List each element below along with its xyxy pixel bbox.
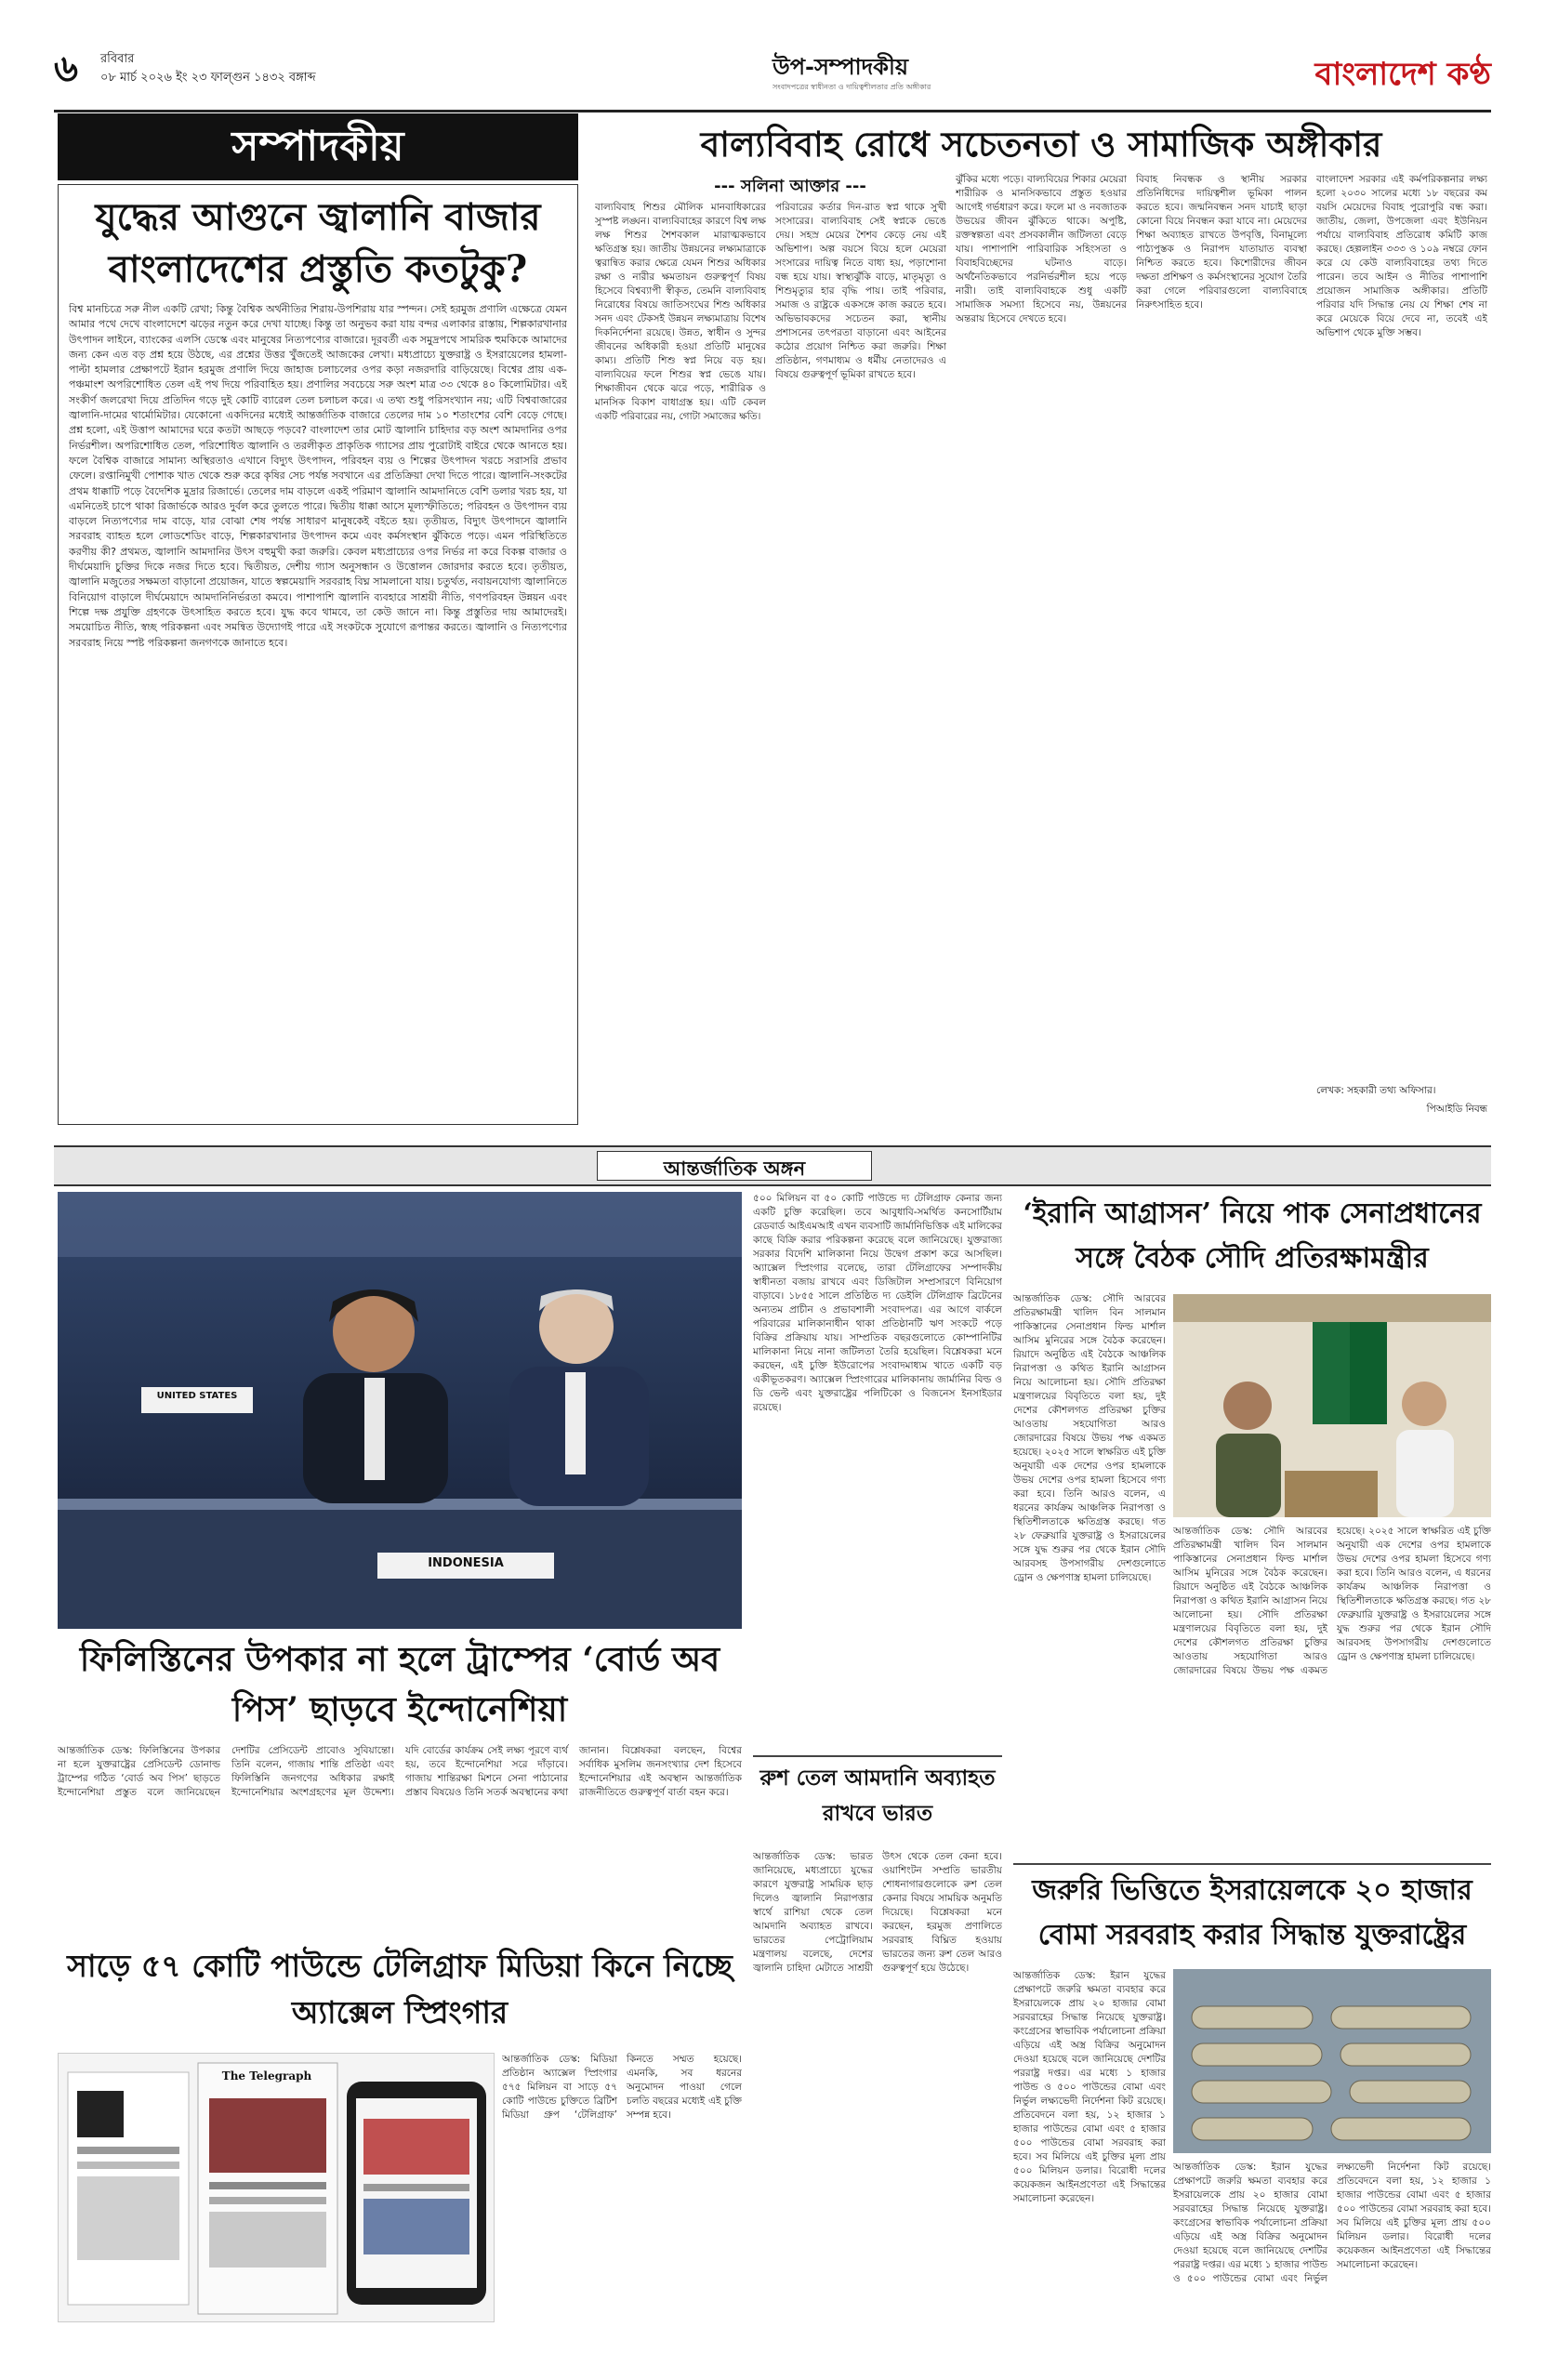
pak-body: আন্তর্জাতিক ডেস্ক: সৌদি আরবের প্রতিরক্ষামন্ত্রী খালিদ বিন সালমান পাকিস্তানের সেনাপ্রধান ফিল্ড মার্শাল আসিম মুনিরের সঙ্গে বৈঠক করেছেন। রিয়াদে অনুষ্ঠিত এই বৈঠকে আঞ্চলিক নিরাপত্তা ও কথিত ইরানি আগ্রাসন নিয়ে আলোচনা হয়। সৌদি প্রতিরক্ষা মন্ত্রণালয়ের বিবৃতিতে বলা হয়, দুই দেশের কৌশলগত প্রতিরক্ষা চুক্তির আওতায় সহযোগিতা আরও জোরদারের বিষয়ে উভয় পক্ষ একমত হয়েছে। ২০২৫ সালে স্বাক্ষরিত এই চুক্তি অনুযায়ী এক দেশের ওপর হামলাকে উভয় দেশের ওপর হামলা হিসেবে গণ্য করা হবে। তিনি আরও বলেন, এ ধরনের কার্যক্রম আঞ্চলিক নিরাপত্তা ও স্থিতিশীলতাকে ক্ষতিগ্রস্ত করছে। গত ২৮ ফেব্রুয়ারি যুক্তরাষ্ট্র ও ইসরায়েলের সঙ্গে যুদ্ধ শুরুর পর থেকে ইরান সৌদি আরবসহ উপসাগরীয় দেশগুলোতে ড্রোন ও ক্ষেপণাস্ত্র হামলা চালিয়েছে।: [1013, 1293, 1166, 1583]
child-marriage-col-3: ঝুঁকির মধ্যে পড়ে। বাল্যবিয়ের শিকার মেয়েরা শারীরিক ও মানসিকভাবে প্রস্তুত হওয়ার আগেই গর্ভধারণ করে। ফলে মা ও নবজাতক উভয়ের জীবন ঝুঁকিতে থাকে। অপুষ্টি, রক্তস্বল্পতা এবং প্রসবকালীন জটিলতা বেড়ে যায়। পাশাপাশি পারিবারিক সহিংসতা ও বিবাহবিচ্ছেদের ঘটনাও বাড়ে। অর্থনৈতিকভাবে পরনির্ভরশীল হয়ে পড়ে নারী। তাই বাল্যবিবাহকে শুধু একটি সামাজিক সমস্যা হিসেবে নয়, উন্নয়নের অন্তরায় হিসেবে দেখতে হবে।: [956, 174, 1127, 324]
pak-headline: ‘ইরানি আগ্রাসন’ নিয়ে পাক সেনাপ্রধানের সঙ্গে বৈঠক সৌদি প্রতিরক্ষামন্ত্রীর: [1023, 1197, 1482, 1275]
telegraph-illustration: [59, 2054, 495, 2322]
bomb-rule: [1013, 1863, 1491, 1865]
bomb-headline: জরুরি ভিত্তিতে ইসরায়েলকে ২০ হাজার বোমা সরবরাহ করার সিদ্ধান্ত যুক্তরাষ্ট্রের: [1032, 1874, 1472, 1951]
masthead-rule: [54, 110, 1491, 112]
telegraph-body: আন্তর্জাতিক ডেস্ক: মিডিয়া প্রতিষ্ঠান অ্যাক্সেল স্প্রিংগার ৫৭৫ মিলিয়ন বা সাড়ে ৫৭ কোটি পাউন্ডে চুক্তিতে ব্রিটিশ মিডিয়া গ্রুপ ‘টেলিগ্রাফ’ কিনতে সম্মত হয়েছে। এমনকি, সব ধরনের অনুমোদন পাওয়া গেলে চলতি বছরের মধ্যেই এই চুক্তি সম্পন্ন হবে।: [502, 2054, 742, 2121]
section-subtitle: সংবাদপত্রের স্বাধীনতা ও দায়িত্বশীলতার প্রতি অঙ্গীকার: [772, 83, 931, 91]
bomb-body: আন্তর্জাতিক ডেস্ক: ইরান যুদ্ধের প্রেক্ষাপটে জরুরি ক্ষমতা ব্যবহার করে ইসরায়েলকে প্রায় ২০ হাজার বোমা সরবরাহের সিদ্ধান্ত নিয়েছে যুক্তরাষ্ট্র। কংগ্রেসের স্বাভাবিক পর্যালোচনা প্রক্রিয়া এড়িয়ে এই অস্ত্র বিক্রির অনুমোদন দেওয়া হয়েছে বলে জানিয়েছে দেশটির পররাষ্ট্র দপ্তর। এর মধ্যে ১ হাজার পাউন্ড ও ৫০০ পাউন্ডের বোমা এবং নির্ভুল লক্ষ্যভেদী নির্দেশনা কিট রয়েছে। প্রতিবেদনে বলা হয়, ১২ হাজার ১ হাজার পাউন্ডের বোমা এবং ৫ হাজার ৫০০ পাউন্ডের বোমা সরবরাহ করা হবে। সব মিলিয়ে এই চুক্তির মূল্য প্রায় ৫০০ মিলিয়ন ডলার। বিরোধী দলের কয়েকজন আইনপ্রণেতা এই সিদ্ধান্তের সমালোচনা করেছেন।: [1013, 1970, 1166, 2204]
photo-sign-indonesia: INDONESIA: [428, 1556, 504, 1570]
telegraph-continued-body: ৫০০ মিলিয়ন বা ৫০ কোটি পাউন্ডে দ্য টেলিগ্রাফ কেনার জন্য একটি চুক্তি করেছিল। তবে আবুধাবি-সমর্থিত কনসোর্টিয়াম রেডবার্ড আইএমআই এখন ব্যবসাটি জার্মানিভিত্তিক এই মালিকের কাছে বিক্রি করার পরিকল্পনা করেছে বলে জানিয়েছে। যুক্তরাজ্য সরকার বিদেশি মালিকানা নিয়ে উদ্বেগ প্রকাশ করে আসছিল। অ্যাক্সেল স্প্রিংগার বলেছে, তারা টেলিগ্রাফের সম্পাদকীয় স্বাধীনতা বজায় রাখবে এবং ডিজিটাল সম্প্রসারণে বিনিয়োগ বাড়াবে। ১৮৫৫ সালে প্রতিষ্ঠিত দ্য ডেইলি টেলিগ্রাফ ব্রিটেনের অন্যতম প্রাচীন ও প্রভাবশালী সংবাদপত্র। এর আগে বার্কলে পরিবারের মালিকানাধীন থাকা প্রতিষ্ঠানটি ঋণ সংকটে পড়ে বিক্রির প্রক্রিয়ায় যায়। সাম্প্রতিক বছরগুলোতে কোম্পানিটির মালিকানা নিয়ে নানা জটিলতা তৈরি হয়েছিল। বিশ্লেষকরা মনে করছেন, এই চুক্তি ইউরোপের সংবাদমাধ্যম খাতে একটি বড় একীভূতকরণ। অ্যাক্সেল স্প্রিংগারের মালিকানায় জার্মানির বিল্ড ও ডি ভেল্ট এবং যুক্তরাষ্ট্রের পলিটিকো ও বিজনেস ইনসাইডার রয়েছে।: [753, 1193, 1002, 1413]
masthead: [54, 48, 1491, 106]
russia-headline: রুশ তেল আমদানি অব্যাহত রাখবে ভারত: [759, 1765, 996, 1826]
date-line: ০৮ মার্চ ২০২৬ ইং ২৩ ফাল্গুন ১৪৩২ বঙ্গাব্দ: [100, 71, 316, 85]
child-marriage-col-1: বাল্যবিবাহ শিশুর মৌলিক মানবাধিকারের সুস্পষ্ট লঙ্ঘন। বাল্যবিবাহের কারণে বিশ্ব লক্ষ লক্ষ শিশুর শৈশবকাল মারাত্মকভাবে ক্ষতিগ্রস্ত হয়। জাতীয় উন্নয়নের লক্ষ্যমাত্রাকে ত্বরান্বিত করার ক্ষেত্রে যেমন শিশুর অধিকার রক্ষা ও নারীর ক্ষমতায়ন গুরুত্বপূর্ণ বিষয় হিসেবে বিশ্বব্যাপী স্বীকৃত, তেমনি বাল্যবিবাহ নিরোধের বিষয়ে জাতিসংঘের শিশু অধিকার সনদ এবং টেকসই উন্নয়ন লক্ষ্যমাত্রায় বিশেষ দিকনির্দেশনা রয়েছে। উন্নত, স্বাধীন ও সুন্দর জীবনের অধিকারী হওয়া প্রতিটি মানুষের কাম্য। প্রতিটি শিশু স্বপ্ন নিয়ে বড় হয়। বাল্যবিয়ের ফলে শিশুর স্বপ্ন ভেঙে যায়। শিক্ষাজীবন থেকে ঝরে পড়ে, শারীরিক ও মানসিক বিকাশ বাধাগ্রস্ত হয়। এটি কেবল একটি পরিবারের নয়, গোটা সমাজের ক্ষতি।: [595, 202, 766, 422]
child-marriage-col-4: বিবাহ নিবন্ধক ও স্থানীয় সরকার প্রতিনিধিদের দায়িত্বশীল ভূমিকা পালন করতে হবে। জন্মনিবন্ধন সনদ যাচাই ছাড়া কোনো বিয়ে নিবন্ধন করা যাবে না। মেয়েদের শিক্ষা অব্যাহত রাখতে উপবৃত্তি, বিনামূল্যে পাঠ্যপুস্তক ও নিরাপদ যাতায়াত ব্যবস্থা নিশ্চিত করতে হবে। কিশোরীদের জীবন দক্ষতা প্রশিক্ষণ ও কর্মসংস্থানের সুযোগ তৈরি করা গেলে পরিবারগুলো বাল্যবিবাহে নিরুৎসাহিত হবে।: [1136, 174, 1307, 311]
indonesia-body: আন্তর্জাতিক ডেস্ক: ফিলিস্তিনের উপকার না হলে যুক্তরাষ্ট্রের প্রেসিডেন্ট ডোনাল্ড ট্রাম্পের গঠিত ‘বোর্ড অব পিস’ ছাড়তে ইন্দোনেশিয়া প্রস্তুত বলে জানিয়েছেন দেশটির প্রেসিডেন্ট প্রাবোও সুবিয়ান্তো। তিনি বলেন, গাজায় শান্তি প্রতিষ্ঠা এবং ফিলিস্তিনি জনগণের অধিকার রক্ষাই ইন্দোনেশিয়ার অংশগ্রহণের মূল উদ্দেশ্য। যদি বোর্ডের কার্যক্রম সেই লক্ষ্য পূরণে ব্যর্থ হয়, তবে ইন্দোনেশিয়া সরে দাঁড়াবে। গাজায় শান্তিরক্ষা মিশনে সেনা পাঠানোর প্রস্তাব বিষয়েও তিনি সতর্ক অবস্থানের কথা জানান। বিশ্লেষকরা বলছেন, বিশ্বের সর্বাধিক মুসলিম জনসংখ্যার দেশ হিসেবে ইন্দোনেশিয়ার এই অবস্থান আন্তর্জাতিক রাজনীতিতে গুরুত্বপূর্ণ বার্তা বহন করে।: [58, 1745, 742, 1798]
pak-saudi-meeting-photo: [1173, 1294, 1491, 1517]
telegraph-masthead-text: The Telegraph: [221, 2069, 312, 2082]
child-marriage-col-2: পরিবারের কর্তার দিন-রাত স্বপ্ন থাকে সুখী সংসারের। বাল্যবিবাহ সেই স্বপ্নকে ভেঙে দেয়। সহস্র মেয়ের শৈশব কেড়ে নেয় এই অভিশাপ। অল্প বয়সে বিয়ে হলে মেয়েরা সংসারের দায়িত্ব নিতে বাধ্য হয়, পড়াশোনা বন্ধ হয়ে যায়। স্বাস্থ্যঝুঁকি বাড়ে, মাতৃমৃত্যু ও শিশুমৃত্যুর হার বৃদ্ধি পায়। তাই পরিবার, সমাজ ও রাষ্ট্রকে একসঙ্গে কাজ করতে হবে। অভিভাবকদের সচেতন করা, স্থানীয় প্রশাসনের তৎপরতা বাড়ানো এবং আইনের কঠোর প্রয়োগ নিশ্চিত করা জরুরি। শিক্ষা প্রতিষ্ঠান, গণমাধ্যম ও ধর্মীয় নেতাদেরও এ বিষয়ে গুরুত্বপূর্ণ ভূমিকা রাখতে হবে।: [775, 202, 946, 380]
photo-sign-united-states: UNITED STATES: [156, 1391, 238, 1401]
pak-saudi-illustration: [1173, 1294, 1491, 1517]
child-marriage-headline: বাল্যবিবাহ রোধে সচেতনতা ও সামাজিক অঙ্গীকার: [700, 124, 1382, 165]
bombs-illustration: [1173, 1969, 1491, 2153]
page-number: ৬: [54, 46, 79, 90]
russia-rule: [753, 1755, 1002, 1757]
international-label: আন্তর্জাতিক অঙ্গন: [663, 1157, 806, 1180]
section-title: উপ-সম্পাদকীয়: [772, 53, 908, 80]
child-marriage-author-note: লেখক: সহকারী তথ্য অফিসার।: [1316, 1085, 1436, 1096]
day-label: রবিবার: [100, 52, 135, 66]
russia-body: আন্তর্জাতিক ডেস্ক: ভারত জানিয়েছে, মধ্যপ্রাচ্যে যুদ্ধের কারণে যুক্তরাষ্ট্র সাময়িক ছাড় দিলেও জ্বালানি নিরাপত্তার স্বার্থে রাশিয়া থেকে তেল আমদানি অব্যাহত রাখবে। ভারতের পেট্রোলিয়াম মন্ত্রণালয় বলেছে, দেশের জ্বালানি চাহিদা মেটাতে সাশ্রয়ী উৎস থেকে তেল কেনা হবে। ওয়াশিংটন সম্প্রতি ভারতীয় শোধনাগারগুলোকে রুশ তেল কেনার বিষয়ে সাময়িক অনুমতি দিয়েছে। বিশ্লেষকরা মনে করছেন, হরমুজ প্রণালিতে সরবরাহ বিঘ্নিত হওয়ায় ভারতের জন্য রুশ তেল আরও গুরুত্বপূর্ণ হয়ে উঠেছে।: [753, 1851, 1002, 1974]
telegraph-headline: সাড়ে ৫৭ কোটি পাউন্ডে টেলিগ্রাফ মিডিয়া কিনে নিচ্ছে অ্যাক্সেল স্প্রিংগার: [67, 1948, 733, 2030]
child-marriage-byline: --- সলিনা আক্তার ---: [714, 177, 866, 196]
bomb-body-continued: আন্তর্জাতিক ডেস্ক: ইরান যুদ্ধের প্রেক্ষাপটে জরুরি ক্ষমতা ব্যবহার করে ইসরায়েলকে প্রায় ২০ হাজার বোমা সরবরাহের সিদ্ধান্ত নিয়েছে যুক্তরাষ্ট্র। কংগ্রেসের স্বাভাবিক পর্যালোচনা প্রক্রিয়া এড়িয়ে এই অস্ত্র বিক্রির অনুমোদন দেওয়া হয়েছে বলে জানিয়েছে দেশটির পররাষ্ট্র দপ্তর। এর মধ্যে ১ হাজার পাউন্ড ও ৫০০ পাউন্ডের বোমা এবং নির্ভুল লক্ষ্যভেদী নির্দেশনা কিট রয়েছে। প্রতিবেদনে বলা হয়, ১২ হাজার ১ হাজার পাউন্ডের বোমা এবং ৫ হাজার ৫০০ পাউন্ডের বোমা সরবরাহ করা হবে। সব মিলিয়ে এই চুক্তির মূল্য প্রায় ৫০০ মিলিয়ন ডলার। বিরোধী দলের কয়েকজন আইনপ্রণেতা এই সিদ্ধান্তের সমালোচনা করেছেন।: [1173, 2162, 1491, 2284]
editorial-body: বিশ্ব মানচিত্রে সরু নীল একটি রেখা; কিন্তু বৈশ্বিক অর্থনীতির শিরায়-উপশিরায় যার স্পন্দন। সেই হরমুজ প্রণালি এক্ষেত্রে যেমন আমার পথে দেখে বাংলাদেশে ঝড়ের নতুন করে দেখা যাচ্ছে। কিন্তু তা অনুভব করা যায় বন্দর এলাকার রাস্তায়, শিল্পকারখানার উৎপাদন লাইনে, ব্যাংকের এলসি ডেস্কে এবং মানুষের নিত্যপণ্যের বাজারে। দূরবর্তী এক সমুদ্রপথে সামরিক হুমকিকে আমাদের জন্য কেন এত বড় প্রশ্ন হয়ে উঠছে, এর প্রশ্নের উত্তর খুঁজতেই আজকের লেখা। মধ্যপ্রাচ্যে যুক্তরাষ্ট্র ও ইসরায়েলের হামলা-পাল্টা হামলার প্রেক্ষাপটে ইরান হরমুজ প্রণালি দিয়ে জাহাজ চলাচলের ওপর কড়া নজরদারি বাড়িয়েছে। বিশ্বের প্রায় এক-পঞ্চমাংশ অপরিশোধিত তেল এই পথ দিয়ে পরিবাহিত হয়। প্রণালির সবচেয়ে সরু অংশ মাত্র ৩৩ থেকে ৪০ কিলোমিটার। এই সংকীর্ণ জলরেখা দিয়ে প্রতিদিন গড়ে দুই কোটি ব্যারেল তেল চলাচল করে। এ তথ্য শুধু পরিসংখ্যান নয়; এটি বিশ্ববাজারের জ্বালানি-দামের থার্মোমিটার। যেকোনো একদিনের মধ্যেই আন্তর্জাতিক বাজারে তেলের দাম ১০ শতাংশের বেশি বেড়ে গেছে। প্রশ্ন হলো, এই উত্তাপ আমাদের ঘরে কতটা আছড়ে পড়বে? বাংলাদেশ তার মোট জ্বালানি চাহিদার বড় অংশ আমদানির ওপর নির্ভরশীল। অপরিশোধিত তেল, পরিশোধিত জ্বালানি ও তরলীকৃত প্রাকৃতিক গ্যাসের প্রায় পুরোটাই বাইরে থেকে আনতে হয়। ফলে বৈশ্বিক বাজারে সামান্য অস্থিরতাও এখানে বিদ্যুৎ উৎপাদন, পরিবহন ব্যয় ও শিল্পের উৎপাদন খরচে সরাসরি প্রভাব ফেলে। রপ্তানিমুখী পোশাক খাত থেকে শুরু করে কৃষির সেচ পর্যন্ত সবখানে এর প্রতিক্রিয়া দেখা দিতে পারে। জ্বালানি-সংকটের প্রথম ধাক্কাটি পড়ে বৈদেশিক মুদ্রার রিজার্ভে। তেলের দাম বাড়লে একই পরিমাণ জ্বালানি আমদানিতে বেশি ডলার খরচ হয়, যা এমনিতেই চাপে থাকা রিজার্ভকে আরও দুর্বল করে তুলতে পারে। দ্বিতীয় ধাক্কা আসে মূল্যস্ফীতিতে; পরিবহন ও উৎপাদন ব্যয় বাড়লে নিত্যপণ্যের দাম বাড়ে, যার বোঝা শেষ পর্যন্ত সাধারণ মানুষকেই বইতে হয়। তৃতীয়ত, বিদ্যুৎ উৎপাদনে জ্বালানি সরবরাহ ব্যাহত হলে লোডশেডিং বাড়ে, শিল্পকারখানার উৎপাদন কমে এবং কর্মসংস্থান ঝুঁকিতে পড়ে। এমন পরিস্থিতিতে করণীয় কী? প্রথমত, জ্বালানি আমদানির উৎস বহুমুখী করা জরুরি। কেবল মধ্যপ্রাচ্যের ওপর নির্ভর না করে বিকল্প বাজার ও দীর্ঘমেয়াদি চুক্তির দিকে নজর দিতে হবে। দ্বিতীয়ত, দেশীয় গ্যাস অনুসন্ধান ও উত্তোলন জোরদার করতে হবে। তৃতীয়ত, জ্বালানি মজুতের সক্ষমতা বাড়ানো প্রয়োজন, যাতে স্বল্পমেয়াদি সরবরাহ বিঘ্ন সামলানো যায়। চতুর্থত, নবায়নযোগ্য জ্বালানিতে বিনিয়োগ বাড়ালে দীর্ঘমেয়াদে আমদানিনির্ভরতা কমবে। পাশাপাশি জ্বালানি ব্যবহারে সাশ্রয়ী নীতি, গণপরিবহন উন্নয়ন এবং শিল্পে দক্ষ প্রযুক্তি গ্রহণকে উৎসাহিত করতে হবে। যুদ্ধ কবে থামবে, তা কেউ জানে না। কিন্তু প্রস্তুতির দায় আমাদেরই। সময়োচিত নীতি, স্বচ্ছ পরিকল্পনা এবং সমন্বিত উদ্যোগই পারে এই সংকটকে সুযোগে রূপান্তর করতে। জ্বালানি ও নিত্যপণ্যের সরবরাহ নিয়ে স্পষ্ট পরিকল্পনা জনগণকে জানাতে হবে।: [69, 303, 567, 649]
child-marriage-col-5: বাংলাদেশ সরকার এই কর্মপরিকল্পনার লক্ষ্য হলো ২০৩০ সালের মধ্যে ১৮ বছরের কম বয়সি মেয়েদের বিবাহ পুরোপুরি বন্ধ করা। জাতীয়, জেলা, উপজেলা এবং ইউনিয়ন পর্যায়ে বাল্যবিবাহ প্রতিরোধ কমিটি কাজ করছে। হেল্পলাইন ৩৩৩ ও ১০৯ নম্বরে ফোন করে যে কেউ বাল্যবিবাহের তথ্য দিতে পারেন। তবে আইন ও নীতির পাশাপাশি প্রয়োজন সামাজিক অঙ্গীকার। প্রতিটি পরিবার যদি সিদ্ধান্ত নেয় যে শিক্ষা শেষ না করে মেয়েকে বিয়ে দেবে না, তবেই এই অভিশাপ থেকে মুক্তি সম্ভব।: [1316, 174, 1487, 338]
editorial-label: সম্পাদকীয়: [231, 123, 404, 170]
editorial-headline: যুদ্ধের আগুনে জ্বালানি বাজার বাংলাদেশের প্রস্তুতি কতটুকু?: [95, 195, 541, 291]
telegraph-photo: [58, 2053, 495, 2322]
newspaper-logo: বাংলাদেশ কণ্ঠ: [1314, 56, 1491, 93]
pak-body-continued: আন্তর্জাতিক ডেস্ক: সৌদি আরবের প্রতিরক্ষামন্ত্রী খালিদ বিন সালমান পাকিস্তানের সেনাপ্রধান ফিল্ড মার্শাল আসিম মুনিরের সঙ্গে বৈঠক করেছেন। রিয়াদে অনুষ্ঠিত এই বৈঠকে আঞ্চলিক নিরাপত্তা ও কথিত ইরানি আগ্রাসন নিয়ে আলোচনা হয়। সৌদি প্রতিরক্ষা মন্ত্রণালয়ের বিবৃতিতে বলা হয়, দুই দেশের কৌশলগত প্রতিরক্ষা চুক্তির আওতায় সহযোগিতা আরও জোরদারের বিষয়ে উভয় পক্ষ একমত হয়েছে। ২০২৫ সালে স্বাক্ষরিত এই চুক্তি অনুযায়ী এক দেশের ওপর হামলাকে উভয় দেশের ওপর হামলা হিসেবে গণ্য করা হবে। তিনি আরও বলেন, এ ধরনের কার্যক্রম আঞ্চলিক নিরাপত্তা ও স্থিতিশীলতাকে ক্ষতিগ্রস্ত করছে। গত ২৮ ফেব্রুয়ারি যুক্তরাষ্ট্র ও ইসরায়েলের সঙ্গে যুদ্ধ শুরুর পর থেকে ইরান সৌদি আরবসহ উপসাগরীয় দেশগুলোতে ড্রোন ও ক্ষেপণাস্ত্র হামলা চালিয়েছে।: [1173, 1526, 1491, 1676]
bombs-photo: [1173, 1969, 1491, 2153]
child-marriage-credit: পিআইডি নিবন্ধ: [1426, 1104, 1487, 1115]
indonesia-headline: ফিলিস্তিনের উপকার না হলে ট্রাম্পের ‘বোর্ড অব পিস’ ছাড়বে ইন্দোনেশিয়া: [79, 1640, 720, 1729]
